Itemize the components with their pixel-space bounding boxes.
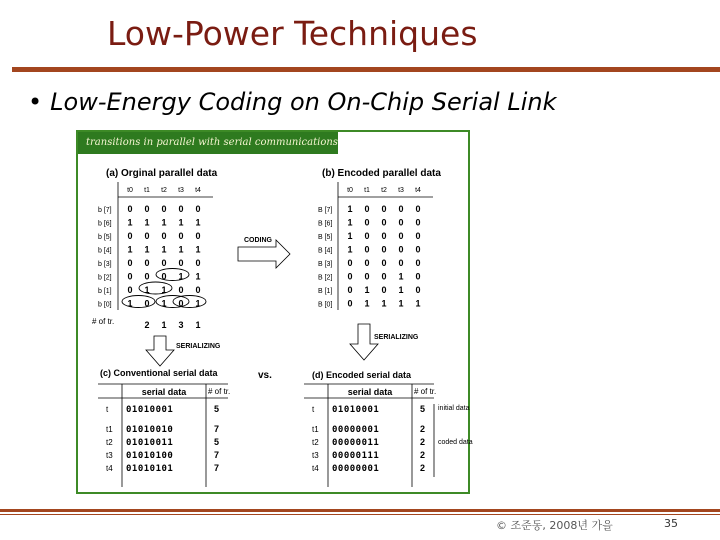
- enc-cell: 0: [347, 258, 353, 268]
- footer-divider-thin: [0, 514, 720, 515]
- orig-cell: 0: [144, 258, 150, 268]
- conv-serial-value: 01010101: [126, 464, 174, 474]
- enc-cell: 0: [415, 285, 421, 295]
- encs-tr-value: 2: [420, 450, 426, 460]
- enc-cell: 0: [398, 217, 404, 228]
- enc-cell: 0: [415, 231, 421, 241]
- enc-cell: 0: [381, 231, 387, 241]
- enc-cell: 0: [347, 298, 353, 309]
- encs-row-label: t4: [312, 464, 319, 473]
- enc-cell: 0: [381, 271, 387, 282]
- num-tr-value: 2: [144, 320, 150, 330]
- orig-cell: 1: [178, 244, 184, 255]
- orig-row-label: b [7]: [98, 207, 112, 214]
- panel-c-title: (c) Conventional serial data: [100, 368, 218, 378]
- conv-tr-value: 7: [214, 450, 220, 460]
- orig-col-label: t3: [178, 187, 184, 194]
- orig-cell: 0: [195, 204, 201, 214]
- enc-cell: 1: [347, 244, 353, 255]
- encs-tr-value: 2: [420, 437, 426, 447]
- orig-cell: 0: [178, 258, 184, 268]
- enc-cell: 0: [398, 258, 404, 268]
- orig-cell: 1: [195, 298, 201, 309]
- enc-cell: 1: [347, 204, 353, 214]
- orig-cell: 0: [161, 271, 167, 282]
- bullet-text: Low-Energy Coding on On-Chip Serial Link: [50, 88, 557, 116]
- orig-cell: 0: [195, 231, 201, 241]
- conv-serial-value: 01010010: [126, 425, 174, 435]
- orig-cell: 0: [144, 204, 150, 214]
- orig-cell: 1: [127, 244, 133, 255]
- encs-serial-value: 01010001: [332, 405, 380, 415]
- orig-row-label: b [1]: [98, 288, 112, 295]
- num-tr-label: # of tr.: [92, 317, 115, 326]
- serializing-label-right: SERIALIZING: [374, 334, 419, 341]
- enc-cell: 0: [364, 217, 370, 228]
- orig-cell: 0: [195, 285, 201, 295]
- enc-row-label: B [3]: [318, 261, 333, 268]
- orig-cell: 0: [161, 204, 167, 214]
- orig-cell: 0: [178, 231, 184, 241]
- orig-row-label: b [6]: [98, 220, 112, 228]
- enc-cell: 0: [381, 258, 387, 268]
- footer-copyright: © 조준동, 2008년 가을: [496, 519, 613, 532]
- enc-cell: 0: [415, 258, 421, 268]
- encs-tr-value: 2: [420, 463, 426, 473]
- encs-serial-value: 00000111: [332, 451, 380, 461]
- enc-cell: 0: [415, 271, 421, 282]
- orig-col-label: t4: [195, 187, 201, 194]
- num-tr-value: 1: [195, 320, 201, 330]
- orig-cell: 0: [127, 204, 133, 214]
- coded-data-label: coded data: [438, 439, 473, 446]
- orig-cell: 1: [195, 244, 201, 255]
- footer-divider: [0, 509, 720, 512]
- orig-cell: 0: [178, 285, 184, 295]
- conv-tr-value: 5: [214, 437, 220, 447]
- num-tr-value: 3: [178, 320, 184, 330]
- conv-row-label: t4: [106, 464, 113, 473]
- enc-cell: 1: [364, 285, 370, 295]
- enc-cell: 0: [364, 231, 370, 241]
- orig-cell: 1: [161, 217, 167, 228]
- orig-row-label: b [4]: [98, 247, 112, 255]
- enc-col-label: t2: [381, 187, 387, 194]
- orig-cell: 1: [144, 217, 150, 228]
- enc-row-label: B [5]: [318, 234, 333, 241]
- encs-row-label: t1: [312, 425, 319, 434]
- orig-cell: 1: [178, 217, 184, 228]
- orig-cell: 1: [144, 244, 150, 255]
- conv-serial-value: 01010100: [126, 451, 174, 461]
- orig-cell: 0: [127, 231, 133, 241]
- orig-col-label: t2: [161, 187, 167, 194]
- orig-cell: 0: [127, 258, 133, 268]
- orig-row-label: b [2]: [98, 274, 112, 282]
- encs-tr-value: 5: [420, 404, 426, 414]
- enc-col-label: t0: [347, 187, 353, 194]
- coding-arrow-icon: [238, 240, 290, 268]
- serializing-label-left: SERIALIZING: [176, 343, 221, 350]
- enc-cell: 1: [347, 217, 353, 228]
- enc-cell: 0: [347, 271, 353, 282]
- orig-cell: 1: [161, 298, 167, 309]
- conv-tr-value: 7: [214, 463, 220, 473]
- serialize-arrow-right-icon: [350, 324, 378, 360]
- enc-row-label: B [6]: [318, 220, 333, 228]
- bullet-item: [28, 88, 556, 116]
- orig-cell: 0: [195, 258, 201, 268]
- panel-a-title: (a) Orginal parallel data: [106, 168, 218, 179]
- bullet-dot-icon: •: [28, 88, 43, 116]
- enc-cell: 0: [381, 217, 387, 228]
- orig-col-label: t1: [144, 187, 150, 194]
- enc-row-label: B [0]: [318, 301, 333, 309]
- enc-cell: 0: [381, 204, 387, 214]
- conv-serial-header: serial data: [141, 387, 187, 397]
- enc-cell: 0: [398, 204, 404, 214]
- figure-banner: transitions in parallel with serial communications: [78, 132, 338, 154]
- enc-cell: 1: [381, 298, 387, 309]
- orig-cell: 1: [144, 285, 150, 295]
- enc-cell: 1: [398, 271, 404, 282]
- orig-cell: 0: [178, 298, 184, 309]
- conv-row-label: t3: [106, 451, 113, 460]
- orig-cell: 1: [178, 271, 184, 282]
- enc-col-label: t3: [398, 187, 404, 194]
- enc-cell: 1: [347, 231, 353, 241]
- orig-row-label: b [5]: [98, 234, 112, 241]
- encs-serial-value: 00000011: [332, 438, 380, 448]
- coding-figure: [76, 130, 473, 494]
- orig-cell: 0: [144, 298, 150, 309]
- serialize-arrow-left-icon: [146, 336, 174, 366]
- enc-cell: 0: [364, 244, 370, 255]
- enc-cell: 0: [381, 244, 387, 255]
- enc-row-label: B [7]: [318, 207, 333, 214]
- enc-cell: 0: [398, 244, 404, 255]
- encs-tr-value: 2: [420, 424, 426, 434]
- enc-cell: 0: [398, 231, 404, 241]
- initial-data-label: initial data: [438, 405, 470, 412]
- enc-row-label: B [1]: [318, 288, 333, 295]
- encs-row-label: t3: [312, 451, 319, 460]
- orig-cell: 1: [127, 298, 133, 309]
- conv-tr-header: # of tr.: [208, 387, 231, 396]
- enc-cell: 0: [364, 258, 370, 268]
- enc-col-label: t1: [364, 187, 370, 194]
- orig-cell: 0: [144, 231, 150, 241]
- orig-cell: 1: [161, 244, 167, 255]
- conv-row-label: t: [106, 405, 109, 414]
- conv-serial-value: 01010011: [126, 438, 174, 448]
- enc-cell: 0: [364, 204, 370, 214]
- conv-row-label: t1: [106, 425, 113, 434]
- orig-cell: 0: [161, 258, 167, 268]
- panel-b-title: (b) Encoded parallel data: [322, 168, 441, 179]
- encs-serial-value: 00000001: [332, 425, 380, 435]
- orig-cell: 0: [178, 204, 184, 214]
- enc-cell: 1: [364, 298, 370, 309]
- orig-row-label: b [0]: [98, 301, 112, 309]
- enc-cell: 0: [347, 285, 353, 295]
- enc-cell: 1: [398, 298, 404, 309]
- panel-d-title: (d) Encoded serial data: [312, 370, 412, 380]
- enc-cell: 0: [381, 285, 387, 295]
- enc-cell: 0: [415, 204, 421, 214]
- encs-serial-value: 00000001: [332, 464, 380, 474]
- conv-tr-value: 7: [214, 424, 220, 434]
- figure-diagram: [78, 132, 473, 492]
- enc-cell: 0: [415, 217, 421, 228]
- enc-col-label: t4: [415, 187, 421, 194]
- encs-row-label: t2: [312, 438, 319, 447]
- orig-row-label: b [3]: [98, 261, 112, 268]
- num-tr-value: 1: [161, 320, 167, 330]
- conv-tr-value: 5: [214, 404, 220, 414]
- title-divider: [12, 67, 720, 72]
- enc-cell: 1: [398, 285, 404, 295]
- slide-title: Low-Power Techniques: [107, 14, 478, 53]
- conv-row-label: t2: [106, 438, 113, 447]
- enc-row-label: B [2]: [318, 274, 333, 282]
- orig-cell: 1: [195, 217, 201, 228]
- orig-cell: 1: [127, 217, 133, 228]
- orig-cell: 1: [195, 271, 201, 282]
- enc-cell: 1: [415, 298, 421, 309]
- orig-col-label: t0: [127, 187, 133, 194]
- enc-cell: 0: [415, 244, 421, 255]
- conv-serial-value: 01010001: [126, 405, 174, 415]
- enc-row-label: B [4]: [318, 247, 333, 255]
- orig-cell: 1: [161, 285, 167, 295]
- orig-cell: 0: [161, 231, 167, 241]
- orig-cell: 0: [127, 271, 133, 282]
- enc-cell: 0: [364, 271, 370, 282]
- encs-tr-header: # of tr.: [414, 387, 437, 396]
- orig-cell: 0: [127, 285, 133, 295]
- page-number: 35: [664, 517, 678, 530]
- encs-serial-header: serial data: [347, 387, 393, 397]
- coding-label: CODING: [244, 237, 272, 244]
- orig-cell: 0: [144, 271, 150, 282]
- vs-label: vs.: [258, 370, 272, 381]
- encs-row-label: t: [312, 405, 315, 414]
